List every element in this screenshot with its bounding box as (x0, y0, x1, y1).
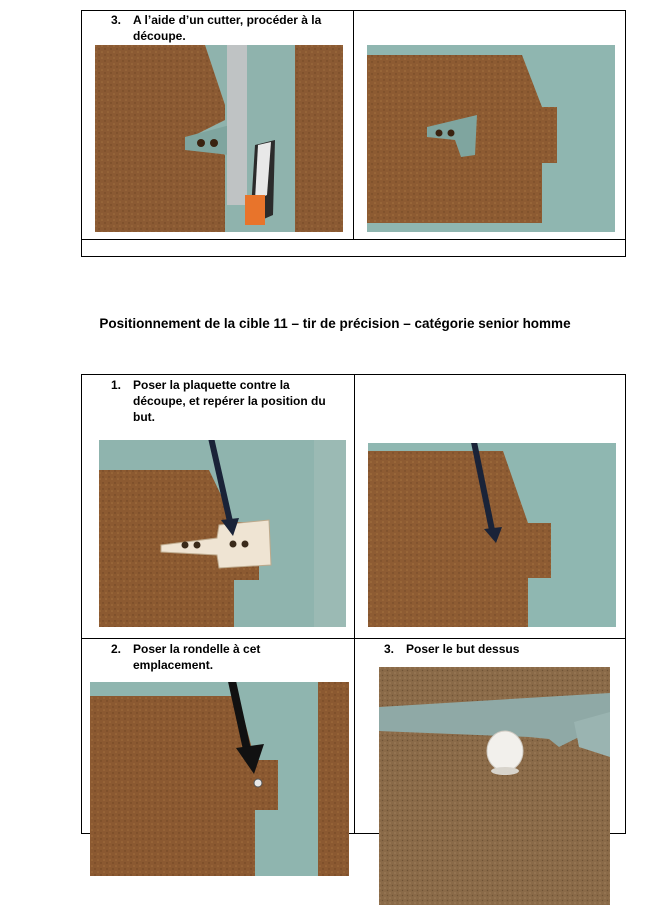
step-text-line1: Poser la plaquette contre la (133, 378, 290, 392)
photo-position-marked (368, 443, 616, 627)
step-text: Poser le but dessus (406, 642, 520, 656)
page-title: Positionnement de la cible 11 – tir de précision – catégorie senior homme (99, 316, 571, 331)
step-number: 1. (111, 378, 122, 392)
step-number: 3. (384, 642, 395, 656)
step-number: 3. (111, 13, 122, 27)
photo-cut-result (367, 45, 615, 232)
top-table-row-divider (81, 239, 626, 240)
photo-target-ball-placed (379, 667, 610, 905)
step-text-line1: Poser la rondelle à cet (133, 642, 261, 656)
photo-cutting-with-cutter (95, 45, 343, 232)
step-text-line2: découpe. (133, 29, 186, 43)
step-text-line2: emplacement. (133, 658, 214, 672)
step-3-cutting (111, 12, 351, 46)
step-text-line1: A l’aide d’un cutter, procéder à la (133, 13, 322, 27)
step-number: 2. (111, 642, 122, 656)
step-text-line2: découpe, et repérer la position du (133, 394, 326, 408)
bottom-table-col-divider (354, 374, 355, 834)
step-3-place-target (384, 641, 604, 659)
photo-washer-placed (90, 682, 349, 876)
step-2-washer (111, 641, 351, 675)
step-1-position (111, 377, 351, 427)
bottom-table-row-divider (81, 638, 626, 639)
photo-plaquette-positioning (99, 440, 346, 627)
top-table-col-divider (353, 10, 354, 240)
step-text-line3: but. (133, 410, 155, 424)
